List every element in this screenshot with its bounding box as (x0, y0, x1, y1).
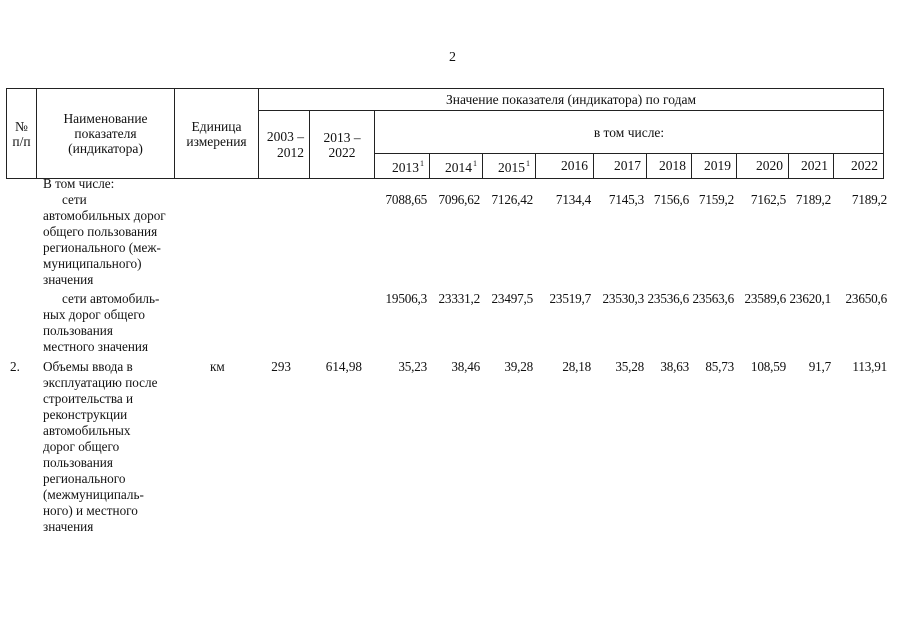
row-name-line: автомобильных дорог (43, 208, 166, 223)
year-value-cell: 38,63 (660, 359, 689, 374)
row-name-line: автомобильных (43, 423, 131, 438)
year-value-cell: 7126,42 (491, 192, 533, 207)
table-header (6, 88, 884, 179)
row-name-line: строительства и (43, 391, 134, 406)
header-period-2003-2012: 2003 – 2012 (259, 111, 310, 179)
row-name-line: пользования (43, 455, 113, 470)
year-value-cell: 7162,5 (750, 192, 786, 207)
year-value-cell: 23331,2 (438, 291, 480, 306)
year-value-cell: 19506,3 (385, 291, 427, 306)
year-value-cell: 23536,6 (647, 291, 689, 306)
year-value-cell: 38,46 (451, 359, 480, 374)
year-value-cell: 7145,3 (608, 192, 644, 207)
year-value-cell: 35,23 (398, 359, 427, 374)
year-value-cell: 23530,3 (602, 291, 644, 306)
year-value-cell: 23563,6 (692, 291, 734, 306)
year-value-cell: 7189,2 (851, 192, 887, 207)
page-number: 2 (449, 50, 456, 65)
year-value-cell: 7156,6 (653, 192, 689, 207)
row-name-line: регионального (меж- (43, 240, 161, 255)
header-including: в том числе: (375, 111, 884, 154)
year-value-cell: 108,59 (750, 359, 786, 374)
row-name-line: (межмуниципаль- (43, 487, 144, 502)
header-col-number: № п/п (7, 89, 37, 179)
row-period-2003-2012: 293 (271, 359, 291, 374)
year-value-cell: 85,73 (705, 359, 734, 374)
year-value-cell: 23497,5 (491, 291, 533, 306)
header-values-by-year: Значение показателя (индикатора) по годам (259, 89, 884, 111)
row-intro-text: В том числе: (43, 176, 115, 191)
year-value-cell: 91,7 (808, 359, 831, 374)
row-name-line: общего пользования (43, 224, 158, 239)
header-year: 2020 (737, 154, 789, 179)
row-unit: км (210, 359, 225, 374)
row-period-2013-2022: 614,98 (325, 359, 362, 374)
row-name-line: ного) и местного (43, 503, 138, 518)
year-value-cell: 7096,62 (438, 192, 480, 207)
row-name-line: значения (43, 519, 94, 534)
header-year: 2018 (647, 154, 692, 179)
year-value-cell: 7088,65 (385, 192, 427, 207)
row-name-line: регионального (43, 471, 126, 486)
header-period-2013-2022: 2013 – 2022 (310, 111, 375, 179)
row-name-line: дорог общего (43, 439, 120, 454)
header-col-unit: Единица измерения (175, 89, 259, 179)
row-name-line: Объемы ввода в (43, 359, 133, 374)
header-col-name: Наименование показателя (индикатора) (37, 89, 175, 179)
year-value-cell: 7134,4 (555, 192, 591, 207)
row-name-line: ных дорог общего (43, 307, 145, 322)
year-value-cell: 39,28 (504, 359, 533, 374)
row-name-line: реконструкции (43, 407, 128, 422)
year-value-cell: 7189,2 (795, 192, 831, 207)
row-name-line: пользования (43, 323, 113, 338)
year-value-cell: 23589,6 (744, 291, 786, 306)
year-value-cell: 28,18 (562, 359, 591, 374)
row-name-line: муниципального) (43, 256, 142, 271)
header-year: 2015$^1$ (483, 154, 536, 179)
row-name-line: сети автомобиль- (62, 291, 160, 306)
year-value-cell: 23519,7 (549, 291, 591, 306)
header-year: 2016 (536, 154, 594, 179)
year-value-cell: 23620,1 (789, 291, 831, 306)
row-name-line: значения (43, 272, 94, 287)
header-year: 2014$^1$ (430, 154, 483, 179)
header-year: 2022 (834, 154, 884, 179)
year-value-cell: 23650,6 (845, 291, 887, 306)
year-value-cell: 35,28 (615, 359, 644, 374)
row-name-line: сети (62, 192, 87, 207)
year-value-cell: 113,91 (852, 359, 887, 374)
header-year: 2021 (789, 154, 834, 179)
year-value-cell: 7159,2 (698, 192, 734, 207)
row-name-line: местного значения (43, 339, 149, 354)
header-year: 2013$^1$ (375, 154, 430, 179)
row-name-line: эксплуатацию после (43, 375, 158, 390)
header-year: 2019 (692, 154, 737, 179)
header-year: 2017 (594, 154, 647, 179)
row-number: 2. (10, 359, 20, 374)
